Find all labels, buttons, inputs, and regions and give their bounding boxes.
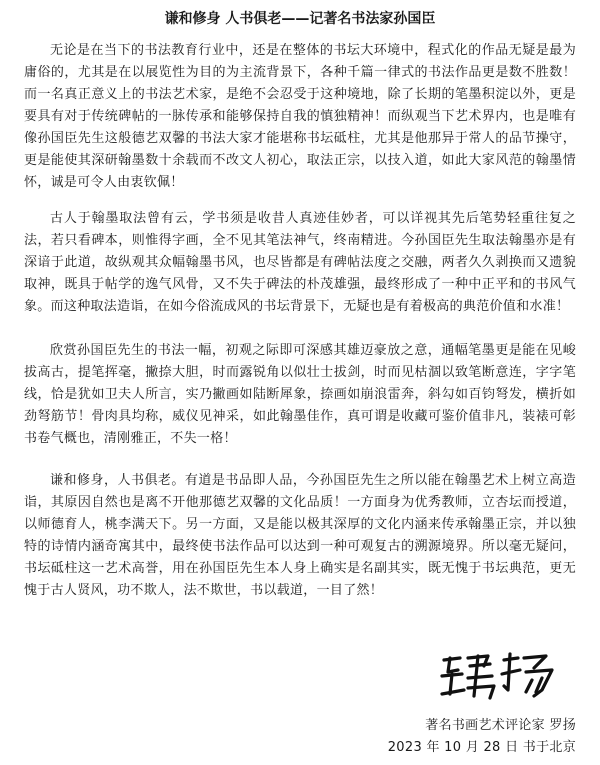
- paragraph-spacer: [24, 450, 576, 470]
- handwritten-signature: [438, 650, 558, 702]
- paragraph-spacer: [24, 318, 576, 340]
- paragraph-4: 谦和修身，人书俱老。有道是书品即人品，今孙国臣先生之所以能在翰墨艺术上树立高造诣，其原因自然也是离不开他那德艺双馨的文化品质！一方面身为优秀教师，立杏坛而授道，以师德育人，桃李满天下。另一方面，又是能以极其深厚的文化内涵来传承翰墨正宗，并以独特的诗情内涵奇寓其中，最终使书法作品可以达到一种可观复古的溯源境界。所以毫无疑问，书坛砥柱这一艺术高誉，用在孙国臣先生本人身上确实是名副其实，既无愧于书坛典范，更无愧于古人贤风，功不欺人，法不欺世，书以载道，一目了然！: [24, 473, 576, 598]
- date-line: 2023 年 10 月 28 日 书于北京: [387, 740, 576, 755]
- author-credit: [388, 715, 576, 759]
- paragraph-2: 古人于翰墨取法曾有云，学书须是收昔人真迹佳妙者，可以详视其先后笔势轻重往复之法，若只看碑本，则惟得字画，全不见其笔法神气，终南精进。今孙国臣先生取法翰墨亦是有深谙于此道，故纵观其众幅翰墨书风，也尽皆都是有碑帖法度之交融，两者久久剥换而又遗貌取神，既具于帖学的逸气风骨，又不失于碑法的朴茂雄强，最终形成了一种中正平和的书风气象。而这种取法造诣，在如今俗流成风的书坛背景下，无疑也是有着极高的典范价值和水准！: [24, 211, 576, 314]
- author-name: 著名书画艺术评论家 罗扬: [425, 718, 576, 733]
- paragraph-3: 欣赏孙国臣先生的书法一幅，初观之际即可深感其雄迈豪放之意，通幅笔墨更是能在见峻拔高古，提笔挥毫，撇捺大胆，时而露锐角以似壮士拔剑，时而见枯涸以致笔断意连，字字笔线，恰是犹如卫夫人所言，实乃撇画如陆断犀象，捺画如崩浪雷奔，斜勾如百钧弩发，横折如劲弩筋节！骨肉具均称，威仪见神采，如此翰墨佳作，真可谓是收藏可鉴价值非凡，装裱可彰书卷气概也，清刚雅正，不失一格！: [24, 343, 576, 446]
- paragraph-spacer: [24, 194, 576, 208]
- paragraph-1: 无论是在当下的书法教育行业中，还是在整体的书坛大环境中，程式化的作品无疑是最为庸俗的，尤其是在以展览性为目的为主流背景下，各种千篇一律式的书法作品更是数不胜数！而一名真正意义上的书法艺术家，是绝不会忍受于这种境地，除了长期的笔墨积淀以外，更是要具有对于传统碑帖的一脉传承和能够保持自我的慎独精神！而纵观当下艺术界内，也是唯有像孙国臣先生这般德艺双馨的书法大家才能堪称书坛砥柱，尤其是他那异于常人的品节操守，更是能使其深研翰墨数十余载而不改文人初心，取法正宗，以技入道，如此大家风范的翰墨情怀，诚是可令人由衷钦佩！: [24, 43, 576, 190]
- document-title: 谦和修身 人书俱老——记著名书法家孙国臣: [164, 11, 436, 27]
